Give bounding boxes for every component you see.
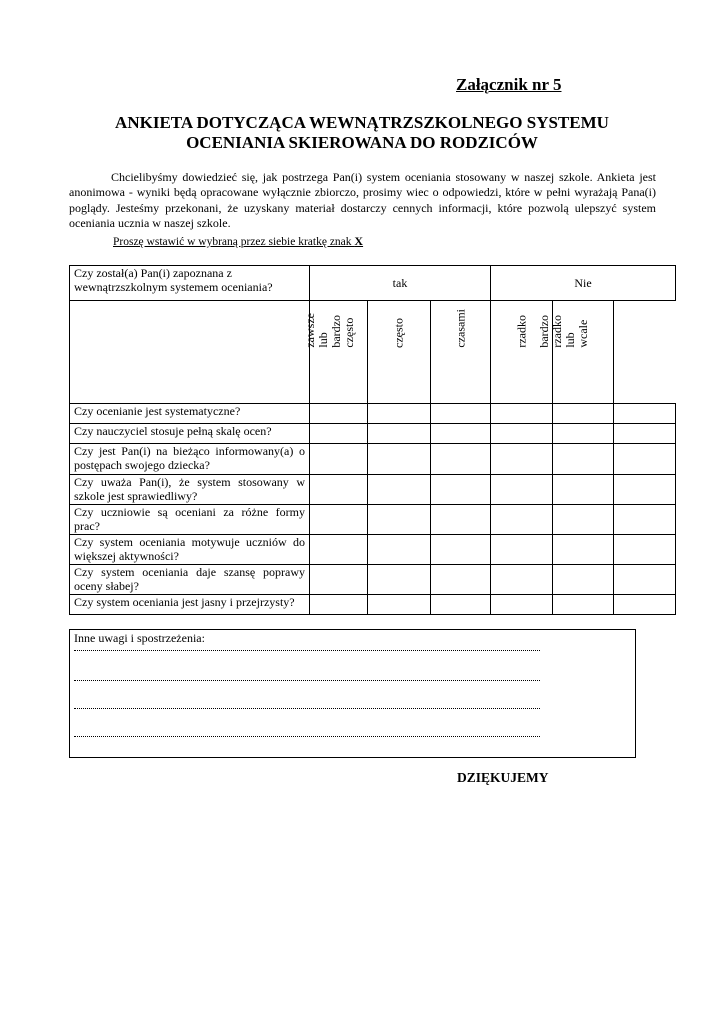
- scale-label: zawsze lub bardzo często: [302, 313, 356, 348]
- survey-table: [69, 265, 676, 615]
- question-text: Czy jest Pan(i) na bieżąco informowany(a) o postępach swojego dziecka?: [70, 444, 310, 475]
- answer-checkbox[interactable]: [614, 535, 676, 565]
- answer-checkbox[interactable]: [431, 535, 491, 565]
- scale-header-cell: [302, 301, 368, 404]
- question-text: Czy uczniowie są oceniani za różne formy prac?: [70, 505, 310, 535]
- answer-checkbox[interactable]: [614, 424, 676, 444]
- answer-checkbox[interactable]: [368, 444, 431, 475]
- answer-checkbox[interactable]: [491, 595, 553, 615]
- answer-checkbox[interactable]: [310, 595, 368, 615]
- question-row: [70, 475, 676, 505]
- answer-checkbox[interactable]: [368, 404, 431, 424]
- scale-header-cell: [368, 301, 431, 404]
- question-text: Czy system oceniania jest jasny i przejrzysty?: [70, 595, 310, 615]
- answer-checkbox[interactable]: [310, 535, 368, 565]
- answer-checkbox[interactable]: [368, 565, 431, 595]
- answer-checkbox[interactable]: [553, 595, 614, 615]
- remarks-label: Inne uwagi i spostrzeżenia:: [74, 631, 205, 645]
- thanks-text: DZIĘKUJEMY: [457, 770, 549, 785]
- scale-label: czasami: [453, 309, 467, 348]
- remarks-line[interactable]: [74, 650, 540, 651]
- answer-checkbox[interactable]: [553, 475, 614, 505]
- answer-checkbox[interactable]: [310, 444, 368, 475]
- scale-label: rzadko: [514, 315, 528, 348]
- answer-checkbox[interactable]: [310, 505, 368, 535]
- scale-header-row: [70, 301, 676, 404]
- answer-checkbox[interactable]: [553, 535, 614, 565]
- question-row: [70, 424, 676, 444]
- question-row: [70, 444, 676, 475]
- instruction-mark: X: [354, 234, 364, 248]
- answer-checkbox[interactable]: [431, 595, 491, 615]
- answer-no-label: Nie: [574, 275, 592, 290]
- answer-yes-cell[interactable]: [310, 266, 491, 301]
- answer-checkbox[interactable]: [614, 475, 676, 505]
- answer-checkbox[interactable]: [614, 404, 676, 424]
- question-text: Czy uważa Pan(i), że system stosowany w szkole jest sprawiedliwy?: [70, 475, 310, 505]
- question-text: Czy system oceniania daje szansę poprawy oceny słabej?: [70, 565, 310, 595]
- question-row: [70, 565, 676, 595]
- page-title-line-2: OCENIANIA SKIEROWANA DO RODZICÓW: [186, 133, 538, 152]
- answer-checkbox[interactable]: [491, 565, 553, 595]
- remarks-line[interactable]: [74, 680, 540, 681]
- answer-checkbox[interactable]: [553, 505, 614, 535]
- scale-header-blank: [70, 301, 310, 404]
- answer-checkbox[interactable]: [614, 505, 676, 535]
- question-row: [70, 535, 676, 565]
- remarks-box: [69, 629, 636, 758]
- intro-paragraph: Chcielibyśmy dowiedzieć się, jak postrzega Pan(i) system oceniania stosowany w naszej szkole. Ankieta jest anonimowa - wyniki będą opracowane wyłącznie zbiorczo, prosimy wiec o odpowiedzi, które w pełni wyrażają Pana(i) poglądy. Jesteśmy przekonani, że uzyskany materiał dostarczy cennych informacji, które pozwolą ulepszyć system oceniania ucznia w naszej szkole.: [69, 170, 656, 230]
- answer-checkbox[interactable]: [431, 475, 491, 505]
- answer-checkbox[interactable]: [368, 595, 431, 615]
- answer-checkbox[interactable]: [614, 595, 676, 615]
- scale-label: bardzo rzadko lub wcale: [537, 315, 590, 348]
- answer-checkbox[interactable]: [431, 424, 491, 444]
- answer-checkbox[interactable]: [614, 565, 676, 595]
- answer-checkbox[interactable]: [553, 424, 614, 444]
- answer-checkbox[interactable]: [368, 535, 431, 565]
- answer-checkbox[interactable]: [368, 505, 431, 535]
- answer-checkbox[interactable]: [553, 565, 614, 595]
- page-title-line-1: ANKIETA DOTYCZĄCA WEWNĄTRZSZKOLNEGO SYSTEMU: [115, 113, 609, 132]
- answer-checkbox[interactable]: [491, 404, 553, 424]
- acquaintance-question: Czy został(a) Pan(i) zapoznana z wewnątrzszkolnym systemem oceniania?: [70, 266, 310, 301]
- answer-checkbox[interactable]: [614, 444, 676, 475]
- answer-checkbox[interactable]: [431, 565, 491, 595]
- instruction-text: Proszę wstawić w wybraną przez siebie kratkę znak: [113, 236, 355, 248]
- answer-checkbox[interactable]: [368, 424, 431, 444]
- question-text: Czy nauczyciel stosuje pełną skalę ocen?: [70, 424, 310, 444]
- answer-checkbox[interactable]: [491, 505, 553, 535]
- question-row: [70, 595, 676, 615]
- question-row: [70, 404, 676, 424]
- scale-header-cell: [431, 301, 491, 404]
- answer-checkbox[interactable]: [491, 444, 553, 475]
- answer-no-cell[interactable]: [491, 266, 676, 301]
- remarks-line[interactable]: [74, 736, 540, 737]
- answer-checkbox[interactable]: [368, 475, 431, 505]
- answer-checkbox[interactable]: [553, 444, 614, 475]
- question-text: Czy ocenianie jest systematyczne?: [70, 404, 310, 424]
- answer-checkbox[interactable]: [310, 475, 368, 505]
- answer-checkbox[interactable]: [310, 424, 368, 444]
- answer-checkbox[interactable]: [491, 475, 553, 505]
- answer-checkbox[interactable]: [431, 404, 491, 424]
- answer-checkbox[interactable]: [431, 505, 491, 535]
- answer-checkbox[interactable]: [491, 535, 553, 565]
- acquaintance-row: [70, 266, 676, 301]
- remarks-line[interactable]: [74, 708, 540, 709]
- answer-checkbox[interactable]: [553, 404, 614, 424]
- answer-checkbox[interactable]: [491, 424, 553, 444]
- answer-checkbox[interactable]: [310, 404, 368, 424]
- attachment-label: Załącznik nr 5: [456, 75, 562, 94]
- instruction: [113, 234, 363, 249]
- answer-checkbox[interactable]: [310, 565, 368, 595]
- answer-yes-label: tak: [392, 275, 408, 290]
- question-text: Czy system oceniania motywuje uczniów do większej aktywności?: [70, 535, 310, 565]
- scale-header-cell: [537, 301, 614, 404]
- answer-checkbox[interactable]: [431, 444, 491, 475]
- scale-label: często: [391, 318, 406, 348]
- question-row: [70, 505, 676, 535]
